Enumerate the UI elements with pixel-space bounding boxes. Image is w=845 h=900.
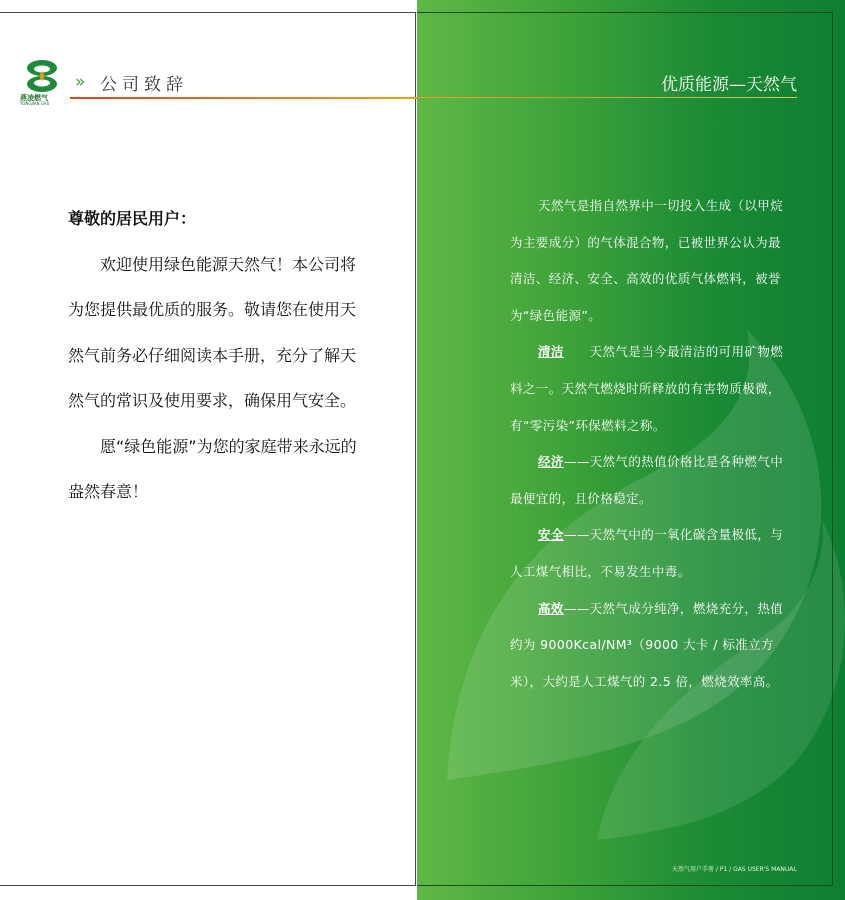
letter-paragraph-2: 愿“绿色能源”为您的家庭带来永远的盎然春意！ — [68, 436, 357, 501]
article-item-safety — [510, 517, 790, 590]
heading-rule-right — [417, 97, 797, 98]
welcome-letter — [68, 196, 368, 515]
logo-subtitle: YONGJIAN GAS — [20, 101, 50, 106]
left-page — [0, 0, 417, 900]
double-chevron-right-icon: » — [75, 72, 82, 92]
item-text-safety: ——天然气中的一氧化碳含量极低，与人工煤气相比，不易发生中毒。 — [510, 527, 784, 579]
heading-rule-left — [70, 97, 417, 99]
keyword-clean: 清洁 — [538, 344, 564, 360]
keyword-efficiency: 高效 — [538, 600, 564, 616]
letter-paragraph-1: 欢迎使用绿色能源天然气！本公司将为您提供最优质的服务。敬请您在使用天然气前务必仔细阅读本手册，充分了解天然气的常识及使用要求，确保用气安全。 — [68, 254, 357, 410]
article-intro: 天然气是指自然界中一切投入生成（以甲烷为主要成分）的气体混合物，已被世界公认为最清洁、经济、安全、高效的优质气体燃料，被誉为“绿色能源”。 — [510, 198, 784, 323]
natural-gas-article — [510, 188, 790, 700]
keyword-economy: 经济 — [538, 454, 564, 470]
page-footer: 天然气用户手册 / P1 / GAS USER'S MANUAL — [672, 866, 797, 873]
right-page-heading: 优质能源—天然气 — [661, 75, 797, 95]
article-item-economy — [510, 444, 790, 517]
item-text-economy: ——天然气的热值价格比是各种燃气中最便宜的，且价格稳定。 — [510, 454, 784, 506]
item-text-efficiency: ——天然气成分纯净，燃烧充分，热值约为 9000Kcal/NM³（9000 大卡 / 标准立方米），大约是人工煤气的 2.5 倍，燃烧效率高。 — [510, 600, 784, 689]
logo-brand: 燕凌燃气 — [20, 94, 48, 102]
letter-greeting: 尊敬的居民用户： — [68, 209, 197, 228]
article-item-clean — [510, 334, 790, 444]
left-page-heading: 公司致辞 — [100, 75, 188, 95]
keyword-safety: 安全 — [538, 527, 564, 543]
article-item-efficiency — [510, 591, 790, 701]
item-text-clean: 天然气是当今最清洁的可用矿物燃料之一。天然气燃烧时所释放的有害物质极微，有“零污染”环保燃料之称。 — [510, 344, 784, 433]
